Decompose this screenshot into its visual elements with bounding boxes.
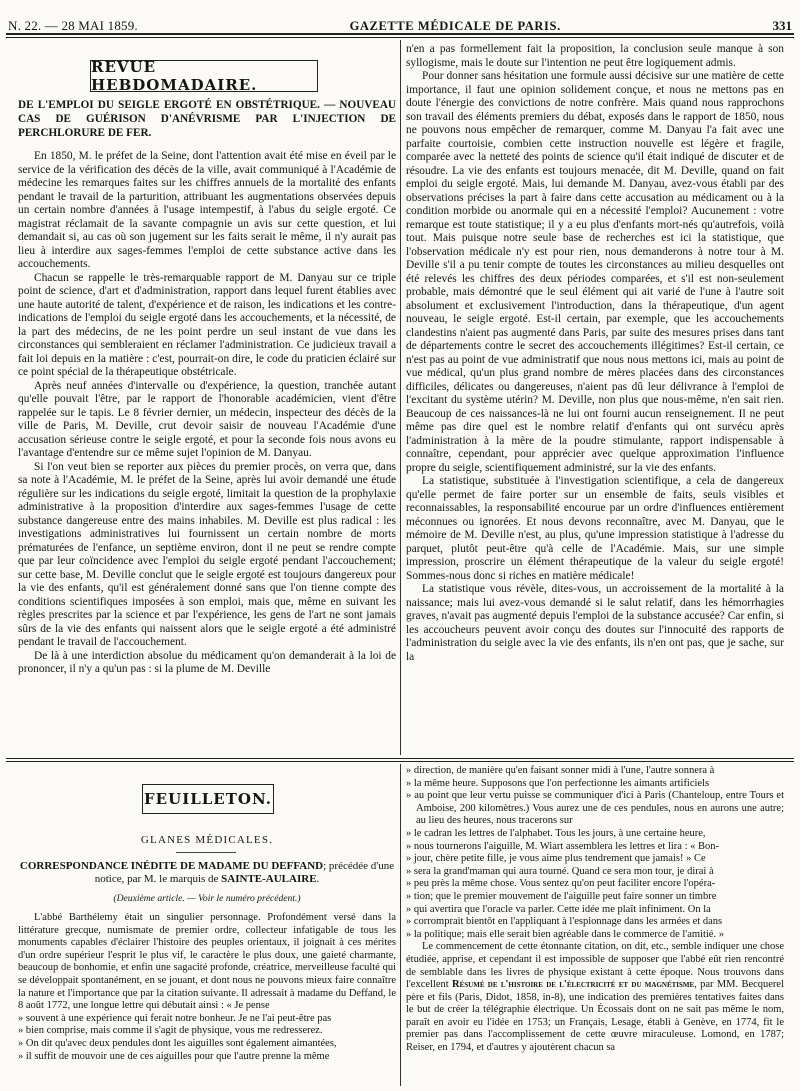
article-paragraph: n'en a pas formellement fait la proposition, la conclusion seule manque à son syllogisme, mais le doute sur l'intention ne peut être logiquement admis.	[406, 43, 784, 69]
feuilleton-rule	[6, 758, 794, 759]
correspondance-end: .	[316, 873, 320, 885]
quote-line: » jour, chère petite fille, je vous aime plus tendrement que jamais! » Ce	[406, 853, 706, 865]
quote-line: » direction, de manière qu'en faisant sonner midi à l'une, l'autre sonnera à	[406, 765, 715, 776]
revue-title: REVUE HEBDOMADAIRE.	[91, 58, 258, 94]
article-paragraph: Pour donner sans hésitation une formule aussi décisive sur une matière de cette importance, il faut une opinion solidement conçue, et nous ne mettons pas en doute l'énergie des convictions de notre confrère. Mais quand nous rapprochons son travail des éléments premiers du débat, exposés dans le rapport de 1850, nous ne pouvons nous empêcher de remarquer, comme M. Danyau l'a fait avec une parfaite courtoisie, combien cette instruction nouvelle est légère et fragile, comparée avec la netteté des points de science qu'il était indiqué de discuter et de résoudre. La vie des enfants est toujours menacée, dit M. Deville, quand on fait emploi du seigle ergoté. Mais, lui demande M. Danyau, avez-vous établi par des observations précises la part à faire dans cette accusation au médicament ou à la condition morbide ou anormale qui en a nécessité l'emploi? Aucunement : votre remarque est toute statistique; il y a eu plus d'enfants mort-nés qu'autrefois, voilà tout. Mais puisque notre seule base de recherches est ici la statistique, que l'observation médicale n'y est pour rien, nous demanderons à notre tour à M. Deville s'il a pu tenir compte de toutes les circonstances au milieu desquelles ont été relevés les chiffres des deux périodes comparées, et s'il est non-seulement probable, mais démontré que le seul élément qui ait varié de l'une à l'autre soit absolument et exclusivement l'introduction, dans la thérapeutique, d'un agent nouveau, le seigle ergoté. Est-il certain, par exemple, que les accouchements clandestins n'aient pas augmenté dans Paris, par suite des mesures prises dans tant de départements contre le secret des accouchements illégitimes? Est-il certain, ce n'est pas au point de vue administratif que nous nous mettons ici, mais au point de vue médical, qu'un plus grand nombre de mères placées dans des circonstances difficiles, délicates ou dangereuses, n'aient pas dû leur délivrance à l'emploi de l'excitant du système utérin? M. Deville, non plus que nous-même, n'en sait rien. Beaucoup de ces naissances-là ne lui ont fourni aucun renseignement. Il ne peut même pas dire quel est le nombre relatif d'enfants qui ont survécu après l'administration à la mère de la poudre stimulante, rapport indispensable à connaître, cependant, pour apprécier avec quelque approximation l'influence propre du seigle, scientifiquement administré, sur la vie des enfants.	[406, 70, 784, 474]
quote-block	[18, 1013, 396, 1063]
article-subtitle: DE L'EMPLOI DU SEIGLE ERGOTÉ EN OBSTÉTRIQUE. — NOUVEAU CAS DE GUÉRISON D'ANÉVRISME PAR L'INJECTION DE PERCHLORURE DE FER.	[18, 99, 396, 139]
running-header	[8, 4, 792, 32]
column-divider-feuilleton	[400, 764, 401, 1086]
correspondance-heading	[18, 860, 396, 886]
quote-line: » nous tournerons l'aiguille, M. Wiart assemblera les lettres et lira : « Bon-	[406, 840, 719, 852]
quote-line: » souvent à une expérience qui ferait notre bonheur. Je ne l'ai peut-être pas	[18, 1012, 332, 1024]
feuilleton-title: FEUILLETON.	[144, 790, 272, 808]
correspondance-title: CORRESPONDANCE INÉDITE DE MADAME DU DEFFAND	[19, 860, 324, 872]
feuilleton-left-column	[18, 912, 396, 1088]
article-paragraph: Si l'on veut bien se reporter aux pièces du premier procès, on verra que, dans sa note à l'Académie, M. le préfet de la Seine, après lui avoir demandé une étude régulière sur les indications du seigle ergoté, limitait la question de la prophylaxie administrative à la proposition d'interdire aux sages-femmes l'usage de cette substance dangereuse entre des mains inhabiles. M. Deville est plus radical : les investigations administratives lui fournissent un certain nombre de morts prématurées de l'enfance, un septième environ, dont il ne peut se rendre compte que par leur coïncidence avec l'emploi du seigle ergoté pendant l'accouchement; sur cette base, M. Deville conclut que le seigle ergoté est toujours dangereux pour la vie des enfants, qu'il est généralement donné sans que l'on tienne compte des conditions scientifiques imposées à son emploi, mais que, même en suivant les règles prescrites par la science et par l'expérience, les gens de l'art ne sont jamais sûrs de la vie des enfants qui naissent alors que le seigle ergoté a été administré pendant le travail de l'accouchement.	[18, 460, 396, 648]
quote-line: » tion; que le premier mouvement de l'aiguille peut faire sonner un timbre	[406, 890, 717, 902]
quote-line: » le cadran les lettres de l'alphabet. Tous les jours, à une certaine heure,	[406, 827, 706, 839]
paragraph-part-b: , par MM. Becquerel père et fils (Paris, Didot, 1858, in-8), une indication des premières tentatives faites dans le but de créer la télégraphie électrique. Un Écossais dont on ne sait pas même le nom, paraît en avoir eu l'idée en 1753; un Français, Lesage, établi à Genève, en 1774, fit le premier pas dans l'accomplissement de cette œuvre miraculeuse. Lomond, en 1787; Reiser, en 1794, et d'autres y ajoutèrent chacun sa	[406, 979, 784, 1054]
feuilleton-right-column	[406, 765, 784, 1087]
paragraph-part-a: Le commencement de cette étonnante citation, on dit, etc., semble indiquer une chose étudiée, apprise, et cependant il est impossible de supposer que l'abbé eût rien rencontré de semblable dans les livres de physique existant à cette époque. Nous trouvons dans l'excellent	[406, 941, 784, 991]
correspondance-author: SAINTE-AULAIRE	[221, 873, 317, 885]
article-paragraph: La statistique, substituée à l'investigation scientifique, a cela de dangereux qu'elle permet de faire porter sur un ensemble de faits, seuls visibles et reconnaissables, la responsabilité encourue par un ordre d'influences entièrement méconnues ou ignorées. Et nous devons reconnaître, avec M. Danyau, que le mémoire de M. Deville n'est, au plus, qu'une impression statistique à l'adresse du parquet, plutôt peut-être qu'à celle de l'Académie. Mais, sur une simple impression, proscrire un élément thérapeutique de la valeur du seigle ergoté! Sommes-nous donc si riches en matière médicale!	[406, 475, 784, 582]
feuilleton-rule-thin	[6, 761, 794, 762]
glanes-heading: GLANES MÉDICALES.	[140, 834, 274, 846]
article-paragraph: Chacun se rappelle le très-remarquable rapport de M. Danyau sur ce triple point de science, d'art et d'administration, rapport dans lequel furent établies avec une haute autorité de talent, d'expérience et de raison, les indications et les contre-indications de l'emploi du seigle ergoté dans les accouchements, et la nécessité, de la part des médecins, de ne les point perdre un seul instant de vue dans les circonstances qui sembleraient en réclamer l'administration. Ce judicieux travail a fait loi depuis en la matière : c'est, pourrait-on dire, le code du praticien éclairé sur ce point spécial de la thérapeutique obstétricale.	[18, 271, 396, 378]
article-paragraph: En 1850, M. le préfet de la Seine, dont l'attention avait été mise en éveil par le service de la vérification des décès de la ville, avait communiqué à l'Académie de médecine les remarques faites sur les chiffres annuels de la mortalité des enfants pendant le travail de la parturition, attribuant les augmentations observées depuis un certain nombre d'années à l'usage intempestif, à l'abus du seigle ergoté. Ce magistrat réclamait de la savante compagnie un avis sur cette question, et lui demandait si, au cas où son jugement sur les faits serait le même, il n'y aurait pas lieu à interdire aux sages-femmes l'emploi de cette substance active dans les accouchements.	[18, 150, 396, 270]
page-number: 331	[772, 18, 792, 33]
quote-line: » la même heure. Supposons que l'on perfectionne les aimants artificiels	[406, 777, 710, 789]
section-title-feuilleton	[142, 784, 274, 814]
quote-line: » qui avertira que l'oracle va parler. Cette idée me plaît infiniment. On la	[406, 903, 711, 915]
journal-title: GAZETTE MÉDICALE DE PARIS.	[349, 18, 561, 33]
quote-line: » peu près la même chose. Vous sentez qu'on peut faciliter encore l'opéra-	[406, 878, 716, 890]
quote-line: » au point que leur vertu puisse se communiquer d'ici à Paris (Chanteloup, entre Tours et Amboise, 200 kilomètres.) Vous aurez une de ces pendules, nous en aurons une autre; au lieu des heures, nous tracerons sur	[406, 790, 784, 827]
quote-line: » On dit qu'avec deux pendules dont les aiguilles sont également aimantées,	[18, 1037, 337, 1049]
issue-number: N. 22. — 28 MAI 1859.	[8, 18, 138, 33]
column-divider	[400, 40, 401, 755]
quote-block-continued	[406, 765, 784, 941]
article-note: (Deuxième article. — Voir le numéro précédent.)	[113, 893, 301, 904]
header-rule	[6, 33, 794, 35]
article-paragraph: De là à une interdiction absolue du médicament qu'on demanderait à la loi de prononcer, il n'y a qu'un pas : si la plume de M. Deville	[18, 649, 396, 675]
header-rule-thin	[6, 37, 794, 38]
quote-line: » corromprait bientôt en l'appliquant à l'espionnage dans les armées et dans	[406, 916, 723, 928]
feuilleton-paragraph-2	[406, 941, 784, 1054]
revue-right-column	[406, 43, 784, 755]
quote-line: » la politique; mais elle serait bien agréable dans le commerce de l'amitié. »	[406, 928, 724, 940]
quote-line: » bien comprise, mais comme il s'agit de physique, vous me redresserez.	[18, 1025, 323, 1037]
section-title-revue	[90, 60, 318, 92]
short-rule	[176, 852, 236, 853]
article-paragraph: Après neuf années d'intervalle ou d'expérience, la question, tranchée autant qu'elle pouvait l'être, par le rapport de l'honorable académicien, vient d'être rappelée sur le tapis. Le 8 février dernier, un médecin, inspecteur des décès de la ville de Paris, M. Deville, crut devoir saisir de nouveau l'Académie d'une accusation sérieuse contre le seigle ergoté, et pour la seconde fois nous avons eu l'avantage d'entendre sur ce même sujet l'opinion de M. Danyau.	[18, 379, 396, 459]
quote-line: » il suffit de mouvoir une de ces aiguilles pour que l'autre prenne la même	[18, 1050, 330, 1062]
revue-left-column	[18, 150, 396, 755]
quote-line: » sera la grand'maman qui aura tourné. Quand ce sera mon tour, je dirai à	[406, 865, 714, 877]
feuilleton-paragraph: L'abbé Barthélemy était un singulier personnage. Profondément versé dans la littérature grecque, numismate de premier ordre, collecteur infatigable de tous les monuments capables d'éclairer l'histoire des peuples orientaux, il joignait à ces mérites d'un ordre supérieur l'esprit le plus vif, le caractère le plus doux, une gaieté charmante, beaucoup de bonhomie, et enfin une sagacité profonde, créatrice, merveilleuse faculté qui se développait spontanément, en se jouant, et dont nous ne pouvons mieux faire connaître la nature et l'importance que par la citation suivante. Il adressait à madame du Deffand, le 8 août 1772, une longue lettre qui débutait ainsi : « Je pense	[18, 912, 396, 1012]
correspondance-notice: ; précédée d'une notice, par M. le marquis de	[94, 860, 395, 885]
book-title: Résumé de l'histoire de l'électricité et du magnétisme	[452, 979, 695, 991]
article-paragraph: La statistique vous révèle, dites-vous, un accroissement de la mortalité à la naissance; mais lui avez-vous demandé si le salut relatif, dans les hémorrhagies graves, n'avait pas augmenté depuis l'emploi de la substance accusée? Car enfin, si les accoucheurs peuvent avoir conçu des doutes sur l'innocuité des rapports de l'administration du seigle avec la vie des enfants, ils n'en ont pas, que je sache, sur la	[406, 583, 784, 663]
